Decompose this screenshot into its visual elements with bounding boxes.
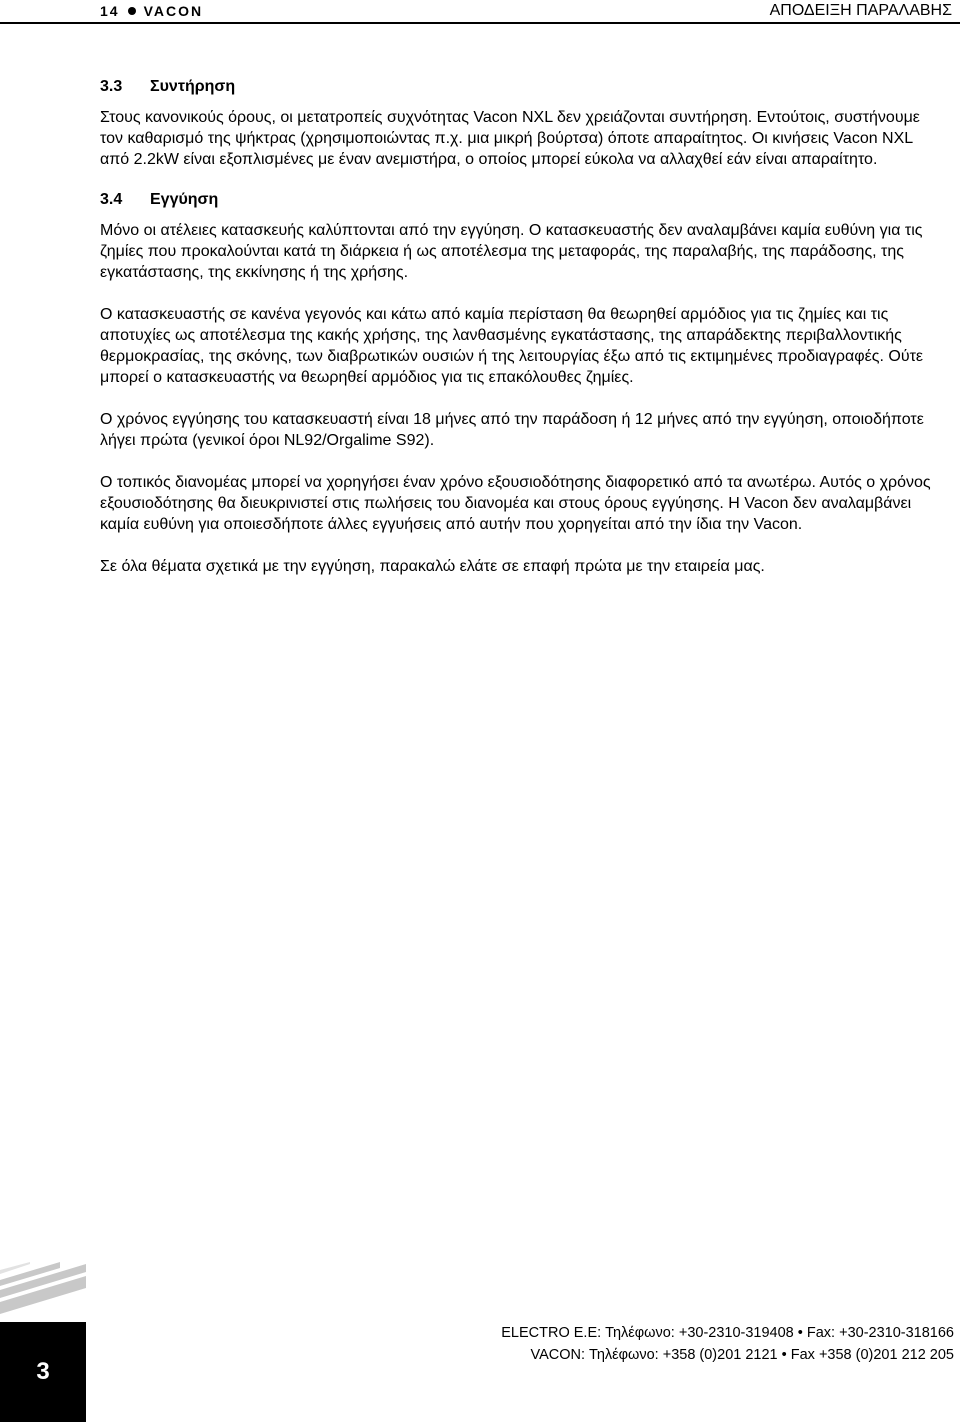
paragraph: Ο κατασκευαστής σε κανένα γεγονός και κάτω από καμία περίσταση θα θεωρηθεί αρμόδιος για τις ζημίες και τις αποτυχίες ως αποτέλεσμα της κακής χρήσης, της λανθασμένης εγκατάστασης, της απαράδεκτης περιβαλλοντικής θερμοκρασίας, της σκόνης, των διαβρωτικών ουσιών ή της λειτουργίας έξω από τις εκτιμημένες προδιαγραφές. Ούτε μπορεί ο κατασκευαστής να θεωρηθεί αρμόδιος για τις επακόλουθες ζημίες. — [100, 306, 924, 386]
footer-contact-electro: ELECTRO E.E: Τηλέφωνο: +30-2310-319408 • Fax: +30-2310-318166 — [501, 1325, 954, 1341]
paragraph: Μόνο οι ατέλειες κατασκευής καλύπτονται από την εγγύηση. Ο κατασκευαστής δεν αναλαμβάνει καμία ευθύνη για τις ζημίες που προκαλούνται κατά τη διάρκεια ή ως αποτέλεσμα της μεταφοράς, της παραλαβής, της παράδοσης, της εγκατάστασης, της εκκίνησης ή της χρήσης. — [100, 222, 923, 281]
footer-contact-vacon: VACON: Τηλέφωνο: +358 (0)201 2121 • Fax +358 (0)201 212 205 — [530, 1347, 954, 1363]
header-title: ΑΠΟΔΕΙΞΗ ΠΑΡΑΛΑΒΗΣ — [769, 2, 952, 19]
paragraph: Στους κανονικούς όρους, οι μετατροπείς συχνότητας Vacon NXL δεν χρειάζονται συντήρηση. Εντούτοις, συστήνουμε τον καθαρισμό της ψήκτρας (χρησιμοποιώντας π.χ. μια μικρή βούρτσα) όποτε απαραίτητος. Οι κινήσεις Vacon NXL από 2.2kW είναι εξοπλισμένες με έναν ανεμιστήρα, ο οποίος μπορεί εύκολα να αλλαχθεί εάν είναι απαραίτητο. — [100, 109, 920, 168]
chapter-number-badge: 3 — [0, 1322, 86, 1422]
paragraph: Σε όλα θέματα σχετικά με την εγγύηση, παρακαλώ ελάτε σε επαφή πρώτα με την εταιρεία μας. — [100, 558, 765, 575]
header-page-number: 14 — [100, 3, 120, 19]
bullet-dot-icon — [128, 7, 136, 15]
section-number: 3.4 — [100, 191, 123, 208]
section-title: Εγγύηση — [150, 191, 219, 208]
header-brand: VACON — [143, 3, 204, 19]
page-header — [0, 0, 960, 22]
page-footer — [501, 1322, 954, 1366]
document-body — [100, 76, 945, 577]
section-heading-maintenance — [100, 76, 945, 97]
section-title: Συντήρηση — [150, 78, 236, 95]
section-heading-warranty — [100, 189, 945, 210]
header-rule — [0, 22, 960, 24]
section-number: 3.3 — [100, 78, 123, 95]
header-left — [100, 0, 203, 22]
paragraph: Ο τοπικός διανομέας μπορεί να χορηγήσει έναν χρόνο εξουσιοδότησης διαφορετικό από τα ανωτέρω. Αυτός ο χρόνος εξουσιοδότησης θα διευκρινιστεί στις πωλήσεις του διανομέα και στους όρους εγγύησης. Η Vacon δεν αναλαμβάνει καμία ευθύνη για οποιεσδήποτε άλλες εγγυήσεις από αυτήν που χορηγείται από την ίδια την Vacon. — [100, 474, 931, 533]
paragraph: Ο χρόνος εγγύησης του κατασκευαστή είναι 18 μήνες από την παράδοση ή 12 μήνες από την εγγύηση, οποιοδήποτε λήγει πρώτα (γενικοί όροι NL92/Orgalime S92). — [100, 411, 924, 449]
